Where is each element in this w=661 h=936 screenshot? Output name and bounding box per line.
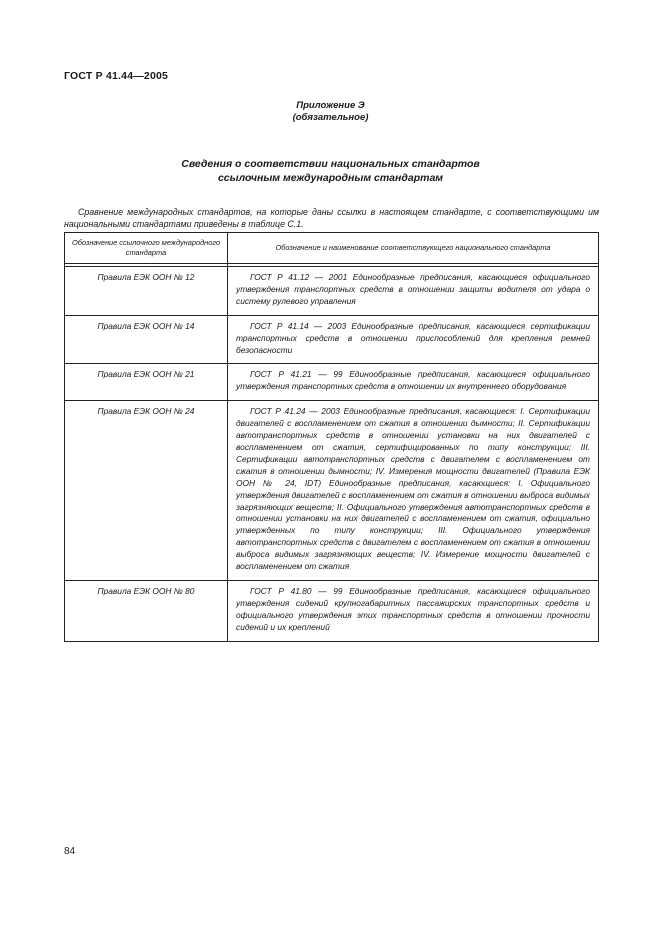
- table-row: [65, 580, 599, 641]
- section-title-line-2: ссылочным международным стандартам: [217, 172, 444, 184]
- column-header-international: Обозначение ссылочного международного стандарта: [65, 233, 228, 264]
- table-row: [65, 267, 599, 316]
- national-standard-cell: ГОСТ Р 41.24 — 2003 Единообразные предписания, касающиеся: I. Сертификации двигателей с воспламенением от сжатия в отношении дымности; II. Сертификации автотранспортных средств в отношении установки на них двигателей с воспламенением от сжатия, сертифицированных по типу конструкции; III. Сертификации автотранспортных средств с двигателем с воспламенением от сжатия в отношении дымности; IV. Измерения мощности двигателей (Правила ЕЭК ООН № 24, IDT) Единообразные предписания, касающиеся: I. Официального утверждения двигателей с воспламенением от сжатия в отношении выброса видимых загрязняющих веществ; II. Официального утверждения автотранспортных средств в отношении установки на них двигателей с воспламенением от сжатия, официально утвержденных по типу конструкции; III. Официального утверждения автотранспортных средств с двигателем с воспламенением от сжатия в отношении выброса видимых загрязняющих веществ; IV. Измерение мощности двигателей с воспламенением от сжатия: [228, 401, 599, 581]
- international-standard-cell: Правила ЕЭК ООН № 21: [65, 364, 228, 401]
- table-row: [65, 364, 599, 401]
- table-header-row: [65, 233, 599, 264]
- page-number: 84: [64, 846, 76, 857]
- section-title-line-1: Сведения о соответствии национальных стандартов: [181, 158, 480, 170]
- appendix-heading: [0, 100, 661, 124]
- national-standard-cell: ГОСТ Р 41.14 — 2003 Единообразные предписания, касающиеся сертификации транспортных средств в отношении приспособлений для крепления ремней безопасности: [228, 315, 599, 364]
- international-standard-cell: Правила ЕЭК ООН № 80: [65, 580, 228, 641]
- national-standard-cell: ГОСТ Р 41.12 — 2001 Единообразные предписания, касающиеся официального утверждения транспортных средств в отношении защиты водителя от удара о систему рулевого управления: [228, 267, 599, 316]
- table-row: [65, 315, 599, 364]
- national-standard-cell: ГОСТ Р 41.80 — 99 Единообразные предписания, касающиеся официального утверждения сидений крупногабаритных пассажирских транспортных средств и официального утверждения этих транспортных средств в отношении прочности сидений и их креплений: [228, 580, 599, 641]
- column-header-national: Обозначение и наименование соответствующего национального стандарта: [228, 233, 599, 264]
- document-header: ГОСТ Р 41.44—2005: [64, 70, 169, 82]
- national-standard-cell: ГОСТ Р 41.21 — 99 Единообразные предписания, касающиеся официального утверждения транспортных средств в отношении их внутреннего оборудования: [228, 364, 599, 401]
- intro-paragraph: Сравнение международных стандартов, на которые даны ссылки в настоящем стандарте, с соответствующими им национальными стандартами приведены в таблице С.1.: [64, 206, 599, 230]
- standards-table: [64, 232, 599, 642]
- table-row: [65, 401, 599, 581]
- international-standard-cell: Правила ЕЭК ООН № 24: [65, 401, 228, 581]
- international-standard-cell: Правила ЕЭК ООН № 14: [65, 315, 228, 364]
- section-title: [0, 157, 661, 185]
- international-standard-cell: Правила ЕЭК ООН № 12: [65, 267, 228, 316]
- appendix-label: Приложение Э: [296, 100, 365, 111]
- appendix-status: (обязательное): [292, 112, 369, 123]
